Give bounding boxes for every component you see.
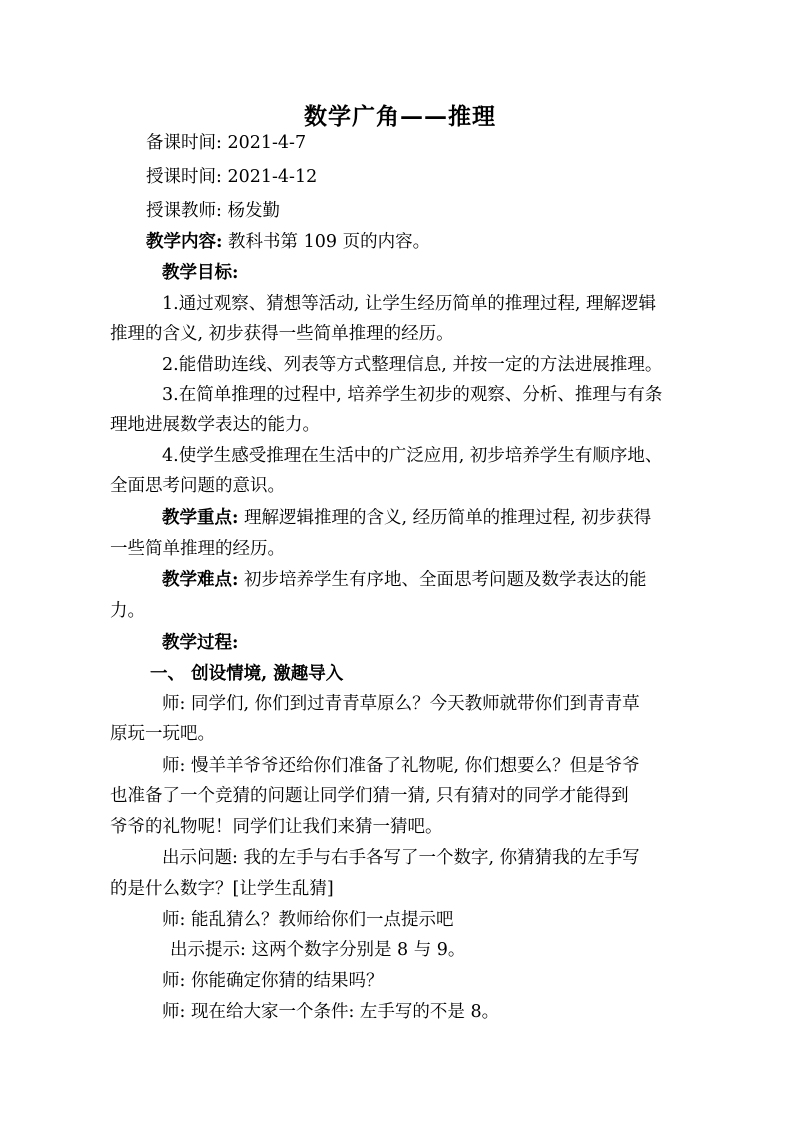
goal2: 2.能借助连线、列表等方式整理信息, 并按一定的方法进展推理。	[162, 355, 663, 375]
difficulty-text: 初步培养学生有序地、全面思考问题及数学表达的能	[238, 570, 647, 590]
teacher: 授课教师: 杨发勤	[146, 201, 280, 221]
prep-time: 备课时间: 2021-4-7	[146, 133, 307, 153]
p7: 师: 现在给大家一个条件: 左手写的不是 8。	[162, 1002, 500, 1022]
goal1-line2: 推理的含义, 初步获得一些简单推理的经历。	[110, 324, 454, 344]
content-text: 教科书第 109 页的内容。	[228, 232, 431, 252]
p2-line3: 爷爷的礼物呢！同学们让我们来猜一猜吧。	[110, 817, 443, 837]
section-heading: 一、 创设情境, 激趣导入	[150, 664, 344, 684]
p1-line1: 师: 同学们, 你们到过青青草原么？今天教师就带你们到青青草	[162, 694, 640, 714]
content-line	[146, 227, 430, 257]
goals-label: 教学目标:	[162, 263, 239, 283]
difficulty-line1	[162, 565, 647, 595]
p6: 师: 你能确定你猜的结果吗？	[162, 971, 384, 991]
content-label: 教学内容:	[146, 232, 223, 252]
p2-line2: 也准备了一个竞猜的问题让同学们猜一猜, 只有猜对的同学才能得到	[110, 786, 629, 806]
p3-line2: 的是什么数字？[让学生乱猜]	[110, 879, 334, 899]
difficulty-line2: 力。	[110, 601, 145, 621]
key-label: 教学重点:	[162, 508, 239, 528]
process-label: 教学过程:	[162, 633, 239, 653]
p3-line1: 出示问题: 我的左手与右手各写了一个数字, 你猜猜我的左手写	[162, 848, 640, 868]
p4: 师: 能乱猜么？教师给你们一点提示吧	[162, 910, 454, 930]
difficulty-label: 教学难点:	[162, 570, 239, 590]
key-line2: 一些简单推理的经历。	[110, 539, 285, 559]
goal3-line1: 3.在简单推理的过程中, 培养学生初步的观察、分析、推理与有条	[162, 385, 663, 405]
p5: 出示提示: 这两个数字分别是 8 与 9。	[170, 940, 466, 960]
goal4-line1: 4.使学生感受推理在生活中的广泛应用, 初步培养学生有顺序地、	[162, 446, 663, 466]
p1-line2: 原玩一玩吧。	[110, 724, 215, 744]
goal1-line1: 1.通过观察、猜想等活动, 让学生经历简单的推理过程, 理解逻辑	[162, 294, 656, 314]
key-line1	[162, 503, 651, 533]
teach-time: 授课时间: 2021-4-12	[146, 167, 318, 187]
p2-line1: 师: 慢羊羊爷爷还给你们准备了礼物呢, 你们想要么？但是爷爷	[162, 756, 640, 776]
goal3-line2: 理地进展数学表达的能力。	[110, 415, 320, 435]
document-title: 数学广角——推理	[304, 103, 496, 130]
key-text: 理解逻辑推理的含义, 经历简单的推理过程, 初步获得	[238, 508, 652, 528]
goal4-line2: 全面思考问题的意识。	[110, 476, 285, 496]
